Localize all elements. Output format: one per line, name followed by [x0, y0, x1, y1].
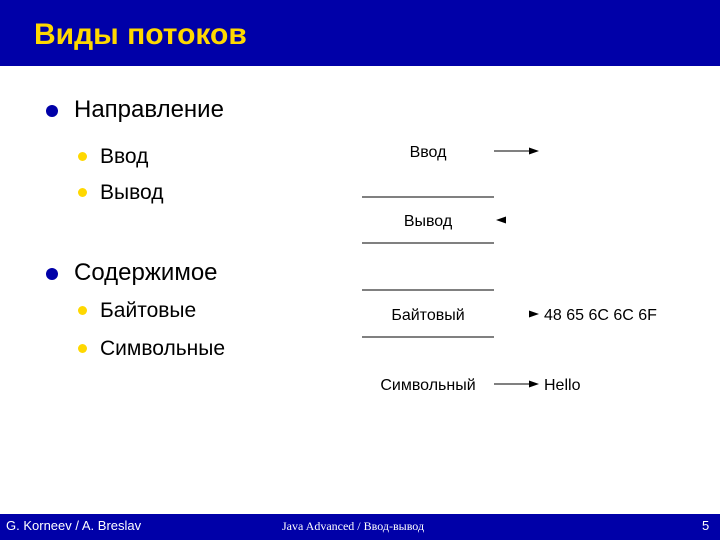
arrow-right-icon — [529, 381, 539, 388]
byte-stream-label: Байтовый — [391, 307, 465, 324]
output-stream-label: Вывод — [403, 213, 453, 230]
input-stream-label: Ввод — [409, 144, 447, 161]
sub-bullet-label: Символьные — [100, 337, 226, 360]
arrow-right-icon — [529, 311, 539, 318]
footer-authors: G. Korneev / A. Breslav — [6, 518, 142, 533]
arrow-right-icon — [529, 148, 539, 155]
char-stream-value: Hello — [544, 377, 581, 394]
slide-title: Виды потоков — [34, 18, 247, 51]
bullet-label: Направление — [74, 96, 224, 123]
char-stream-label: Символьный — [380, 377, 476, 394]
arrow-left-icon — [496, 217, 506, 224]
footer-course: Java Advanced / Ввод-вывод — [282, 519, 425, 533]
byte-stream-value: 48 65 6C 6C 6F — [544, 307, 657, 324]
page-number: 5 — [702, 518, 710, 533]
sub-bullet-label: Байтовые — [100, 299, 197, 322]
bullet-label: Содержимое — [74, 259, 218, 286]
sub-bullet-label: Ввод — [100, 145, 149, 168]
sub-bullet-label: Вывод — [100, 181, 164, 204]
